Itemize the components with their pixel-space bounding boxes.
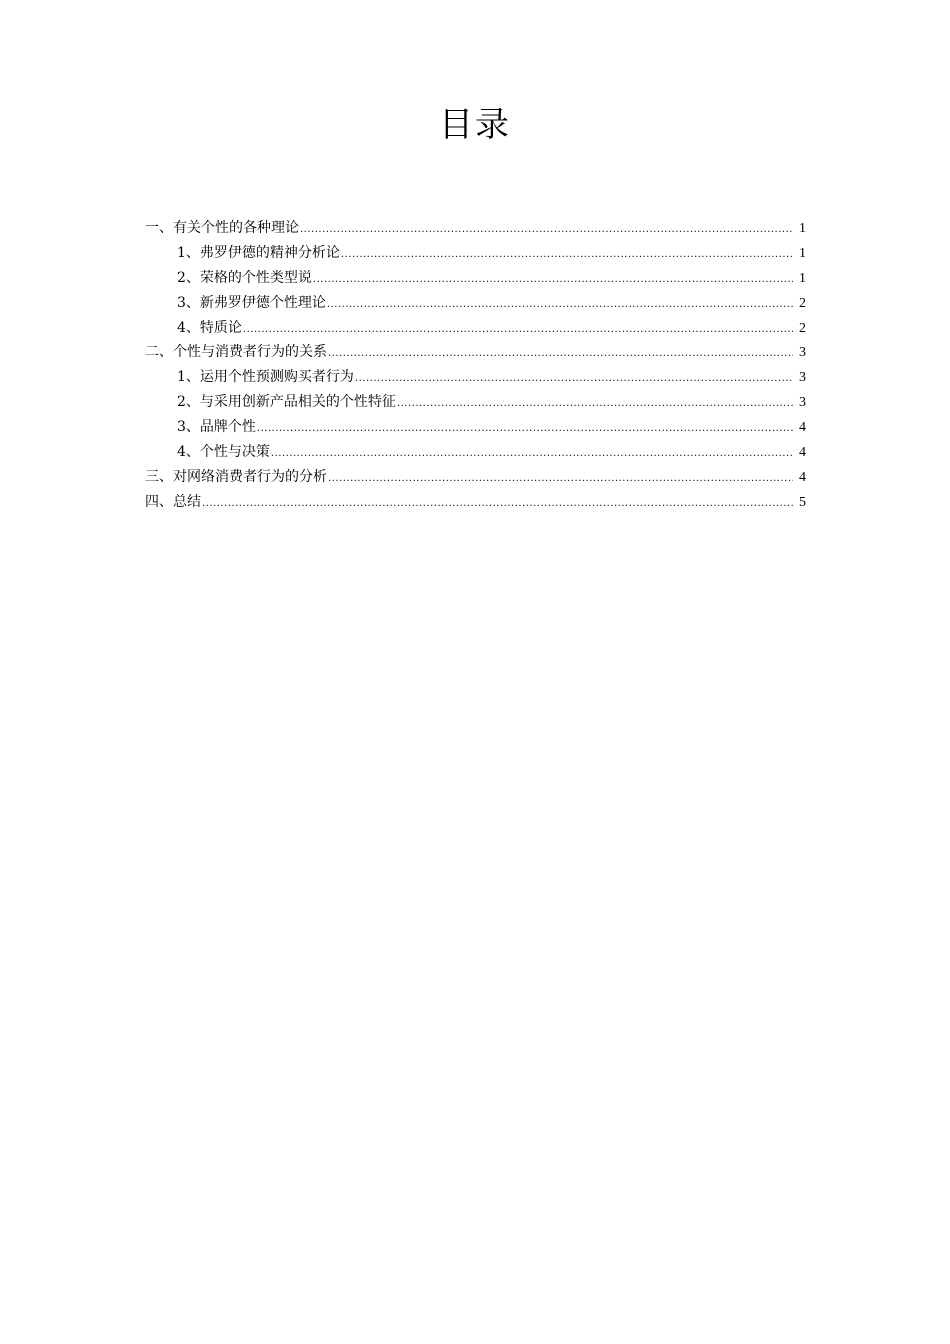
- toc-page-number: 3: [799, 370, 806, 386]
- toc-page-number: 5: [799, 494, 806, 510]
- toc-entry[interactable]: [145, 266, 806, 291]
- table-of-contents: [145, 216, 806, 515]
- toc-dot-leader: [271, 442, 793, 467]
- toc-page-number: 3: [799, 395, 806, 411]
- toc-entry-label: 3、品牌个性: [177, 419, 256, 436]
- toc-dot-leader: [355, 367, 793, 392]
- toc-entry[interactable]: [145, 216, 806, 241]
- toc-dot-leader: [328, 467, 793, 492]
- toc-dot-leader: [257, 417, 793, 442]
- toc-entry-label: 1、弗罗伊德的精神分析论: [177, 244, 340, 261]
- toc-entry[interactable]: [145, 415, 806, 440]
- toc-entry[interactable]: [145, 390, 806, 415]
- toc-dot-leader: [313, 268, 793, 293]
- toc-entry[interactable]: [145, 241, 806, 266]
- toc-page-number: 1: [799, 270, 806, 286]
- toc-page-number: 4: [799, 469, 806, 485]
- toc-entry[interactable]: [145, 365, 806, 390]
- toc-dot-leader: [243, 318, 793, 343]
- toc-entry-label: 一、有关个性的各种理论: [145, 220, 299, 236]
- toc-page-number: 3: [799, 345, 806, 361]
- toc-entry-label: 二、个性与消费者行为的关系: [145, 344, 327, 361]
- toc-entry[interactable]: [145, 291, 806, 316]
- toc-entry[interactable]: [145, 316, 806, 341]
- toc-page-number: 1: [799, 221, 806, 236]
- toc-entry-label: 三、对网络消费者行为的分析: [145, 468, 327, 485]
- toc-page-number: 2: [799, 320, 806, 336]
- toc-entry[interactable]: [145, 490, 806, 515]
- toc-entry-label: 2、荣格的个性类型说: [177, 269, 312, 286]
- toc-entry-label: 2、与采用创新产品相关的个性特征: [177, 394, 396, 411]
- toc-dot-leader: [327, 293, 793, 318]
- toc-page-number: 1: [799, 245, 806, 261]
- toc-title: 目录: [439, 105, 511, 145]
- toc-dot-leader: [397, 392, 793, 417]
- toc-entry-label: 1、运用个性预测购买者行为: [177, 369, 354, 386]
- toc-dot-leader: [328, 342, 793, 367]
- toc-entry[interactable]: [145, 440, 806, 465]
- toc-page-number: 2: [799, 295, 806, 311]
- toc-dot-leader: [300, 218, 793, 243]
- toc-entry-label: 4、个性与决策: [177, 444, 270, 461]
- toc-entry-label: 4、特质论: [177, 319, 242, 336]
- toc-entry[interactable]: [145, 465, 806, 490]
- toc-page-number: 4: [799, 445, 806, 461]
- toc-page-number: 4: [799, 420, 806, 436]
- toc-dot-leader: [341, 243, 793, 268]
- toc-entry-label: 3、新弗罗伊德个性理论: [177, 294, 326, 311]
- toc-dot-leader: [202, 492, 793, 517]
- toc-entry[interactable]: [145, 340, 806, 365]
- toc-entry-label: 四、总结: [145, 493, 201, 510]
